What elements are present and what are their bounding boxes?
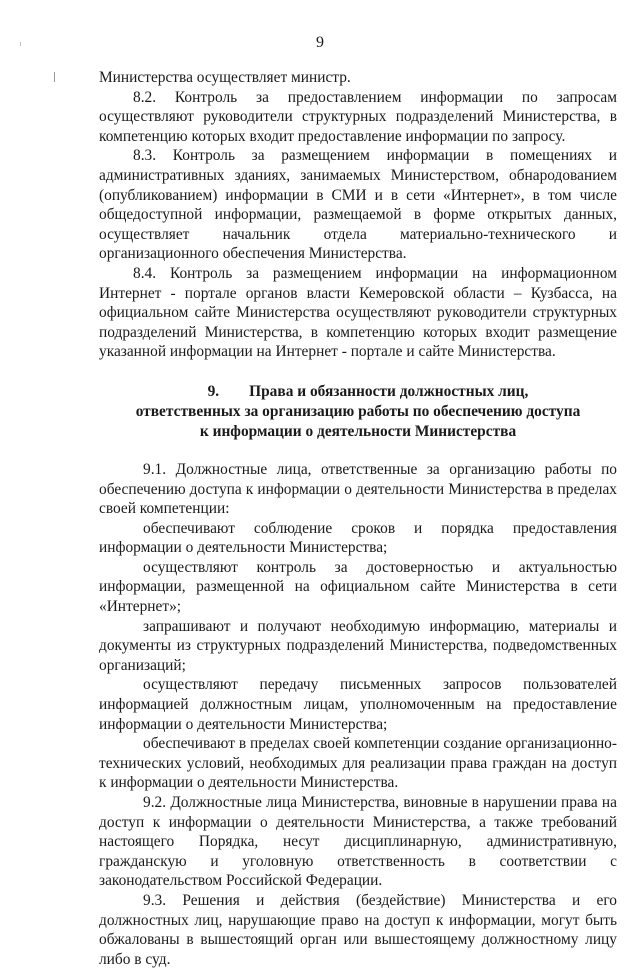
section-9-title-line3: к информации о деятельности Министерства <box>199 422 517 440</box>
paragraph-8-3: 8.3. Контроль за размещением информации в помещениях и административных зданиях, занимаемых Министерством, обнародованием (опубликованием) информации в СМИ и в сети «Интернет», в том числе общедоступной информации, размещаемой в форме открытых данных, осуществляет начальник отдела материально-технического и организационного обеспечения Министерства. <box>99 147 617 263</box>
paragraph-8-4: 8.4. Контроль за размещением информации на информационном Интернет - портале органов власти Кемеровской области – Кузбасса, на официальном сайте Министерства осуществляют руководители структурных подразделений Министерства, в компетенцию которых входит размещение указанной информации на Интернет - портале и сайте Министерства. <box>99 264 617 361</box>
section-9-heading <box>99 382 617 442</box>
section-9-number: 9. <box>207 382 220 400</box>
duty-item-5: обеспечивают в пределах своей компетенции создание организационно-технических условий, необходимых для реализации права граждан на доступ к информации о деятельности Министерства. <box>99 735 617 792</box>
paragraph-intro: Министерства осуществляет министр. <box>99 69 351 86</box>
section-9-title-line1: Права и обязанности должностных лиц, <box>249 382 529 400</box>
paragraph-9-3: 9.3. Решения и действия (бездействие) Министерства и его должностных лиц, нарушающие право на доступ к информации, могут быть обжалованы в вышестоящий орган или вышестоящему должностному лицу либо в суд. <box>99 891 617 968</box>
duty-item-4: осуществляют передачу письменных запросов пользователей информацией должностным лицам, уполномоченным на предоставление информации о деятельности Министерства; <box>99 676 617 733</box>
duty-item-1: обеспечивают соблюдение сроков и порядка предоставления информации о деятельности Министерства; <box>99 519 617 557</box>
paragraph-8-2: 8.2. Контроль за предоставлением информации по запросам осуществляют руководители структурных подразделений Министерства, в компетенцию которых входит предоставление информации по запросу. <box>99 88 617 145</box>
duty-item-2: осуществляют контроль за достоверностью и актуальностью информации, размещенной на официальном сайте Министерства в сети «Интернет»; <box>99 558 617 616</box>
paragraph-9-1: 9.1. Должностные лица, ответственные за организацию работы по обеспечению доступа к информации о деятельности Министерства в пределах своей компетенции: <box>99 460 617 518</box>
duty-item-3: запрашивают и получают необходимую информацию, материалы и документы из структурных подразделений Министерства, подведомственных организаций; <box>99 617 617 674</box>
page-number: 9 <box>316 34 324 51</box>
scan-mark <box>54 72 55 82</box>
document-body <box>99 68 617 969</box>
paragraph-9-2: 9.2. Должностные лица Министерства, виновные в нарушении права на доступ к информации о деятельности Министерства, а также требований настоящего Порядка, несут дисциплинарную, административную, гражданскую и уголовную ответственность в соответствии с законодательством Российской Федерации. <box>99 794 617 890</box>
section-9-title-line2: ответственных за организацию работы по обеспечению доступа <box>135 402 581 420</box>
